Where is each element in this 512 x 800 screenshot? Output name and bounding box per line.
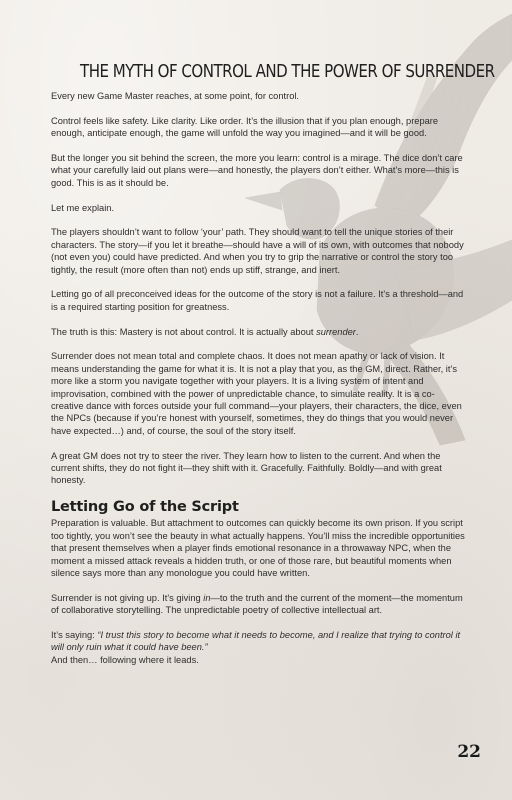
- page-number: 22: [457, 742, 481, 762]
- paragraph: Letting go of all preconceived ideas for the outcome of the story is not a failure. It’s a threshold—and is a required starting position for greatness.: [51, 289, 464, 312]
- truth-emphasis: surrender: [316, 326, 356, 337]
- body-text: [51, 90, 466, 666]
- paragraph: Preparation is valuable. But attachment to outcomes can quickly become its own prison. If you script too tightly, you won’t see the beauty in what actually happens. You’ll miss the incredible opportunities that present themselves when a player finds emotional resonance in a throwaway NPC, when the moment a missed attack reveals a hidden truth, or one of those rare, but beautiful moments when silence says more than any monologue you could have written.: [51, 518, 465, 578]
- paragraph-giving: [51, 592, 466, 617]
- truth-end: .: [355, 326, 359, 337]
- paragraph-saying: [51, 629, 466, 654]
- paragraph: Surrender does not mean total and complete chaos. It does not mean apathy or lack of vision. It means understanding the game for what it is. It is not a play that you, as the GM, direct. Rather, it’s more like a storm you navigate together with your players. It is a living system of intent and improvisation, combined with the power of unpredictable chance, to simulate reality. It is a co-creative dance with forces outside your full command—your players, their characters, the dice, even the NPCs (because if you’re honest with yourself, sometimes, they do things that you would never have expected…) and, of course, the soul of the story itself.: [51, 351, 462, 436]
- paragraph: Let me explain.: [51, 202, 115, 213]
- giving-end: —to the truth and the current of the moment—the momentum of collaborative storytelling. The unpredictable poetry of collective intellectual art.: [51, 592, 463, 616]
- page-title: THE MYTH OF CONTROL AND THE POWER OF SURRENDER: [80, 61, 495, 82]
- giving-emphasis: in: [203, 592, 211, 603]
- paragraph-truth: [51, 326, 466, 338]
- saying-quote: “I trust this story to become what it needs to become, and I realize that trying to control it will only ruin what it could have been.”: [51, 629, 461, 653]
- paragraph: But the longer you sit behind the screen, the more you learn: control is a mirage. The dice don’t care what your carefully laid out plans were—and honestly, the players don’t either. What’s more—this is good. This is as it should be.: [51, 153, 463, 188]
- closing-line: And then… following where it leads.: [51, 654, 199, 665]
- section-heading: Letting Go of the Script: [51, 498, 239, 515]
- truth-text: The truth is this: Mastery is not about control. It is actually about: [51, 326, 317, 337]
- paragraph: The players shouldn’t want to follow ‘your’ path. They should want to tell the unique stories of their characters. The story—if you let it breathe—should have a will of its own, with outcomes that nobody (not even you) could have predicted. And when you try to grip the narrative or control the story too tightly, the result (more often than not) ends up stiff, strange, and inert.: [51, 227, 464, 275]
- paragraph: A great GM does not try to steer the river. They learn how to listen to the current. And when the current shifts, they do not fight it—they shift with it. Gracefully. Faithfully. Boldly—and with great honesty.: [51, 450, 442, 486]
- saying-text: It’s saying:: [51, 629, 98, 640]
- paragraph: Every new Game Master reaches, at some point, for control.: [51, 91, 300, 101]
- giving-text: Surrender is not giving up. It’s giving: [51, 592, 204, 603]
- paragraph: Control feels like safety. Like clarity. Like order. It’s the illusion that if you plan enough, prepare enough, anticipate enough, the game will unfold the way you imagined—and it will be good.: [51, 115, 439, 139]
